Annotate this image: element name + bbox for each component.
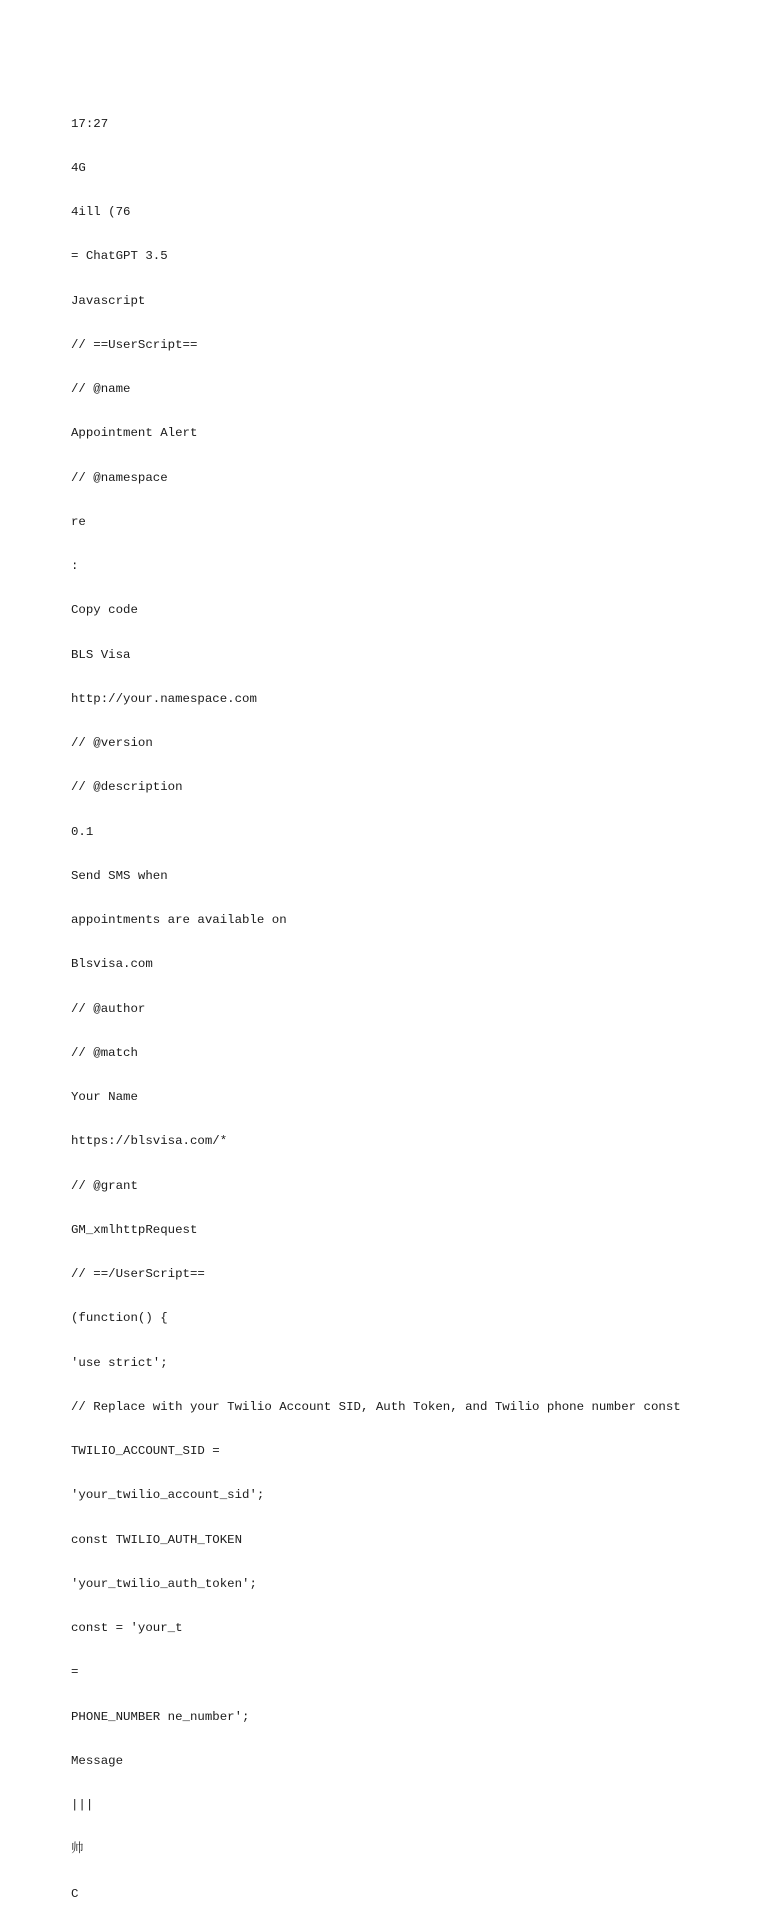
signal-battery-indicator: 4ill (76	[71, 205, 131, 219]
code-line: Your Name	[71, 1090, 138, 1104]
copy-code-button[interactable]: Copy code	[71, 603, 138, 618]
bottom-nav-glyph[interactable]: |||	[71, 1798, 94, 1812]
code-line: https://blsvisa.com/*	[71, 1134, 228, 1149]
code-line: 0.1	[71, 824, 94, 839]
code-line: // @name	[71, 382, 131, 396]
bottom-nav-glyph[interactable]: 帅	[71, 1842, 84, 1857]
code-line: 'use strict';	[71, 1355, 168, 1370]
code-language-label: Javascript	[71, 293, 146, 308]
code-line: :	[71, 559, 79, 573]
code-line: appointments are available on	[71, 913, 287, 927]
code-line: const = 'your_t	[71, 1621, 183, 1635]
code-line: // @description	[71, 780, 183, 795]
code-line: Blsvisa.com	[71, 957, 153, 972]
code-line: // @author	[71, 1001, 146, 1016]
code-line: GM_xmlhttpRequest	[71, 1222, 198, 1237]
code-line: re	[71, 514, 86, 529]
code-line: http://your.namespace.com	[71, 691, 257, 706]
code-line: 'your_twilio_auth_token';	[71, 1576, 257, 1591]
code-line: 'your_twilio_account_sid';	[71, 1488, 265, 1503]
code-line: TWILIO_ACCOUNT_SID =	[71, 1444, 220, 1458]
network-indicator: 4G	[71, 160, 86, 175]
status-time: 17:27	[71, 116, 109, 131]
code-line: // @match	[71, 1045, 138, 1060]
code-line: // ==UserScript==	[71, 337, 198, 352]
code-line: // @grant	[71, 1178, 138, 1193]
code-line: Appointment Alert	[71, 426, 198, 441]
code-line: // @version	[71, 736, 153, 750]
code-line: // Replace with your Twilio Account SID, Auth Token, and Twilio phone number const	[71, 1399, 681, 1414]
code-line: Send SMS when	[71, 868, 168, 883]
code-line: // ==/UserScript==	[71, 1267, 205, 1281]
message-input[interactable]: Message	[71, 1753, 124, 1768]
bottom-nav-glyph[interactable]: C	[71, 1886, 79, 1901]
app-header-title: = ChatGPT 3.5	[71, 249, 168, 264]
code-line: BLS Visa	[71, 647, 131, 662]
code-line: PHONE_NUMBER ne_number';	[71, 1709, 250, 1724]
extracted-text-block	[71, 87, 761, 1931]
code-line: const TWILIO_AUTH_TOKEN	[71, 1532, 243, 1547]
code-line: // @namespace	[71, 470, 168, 485]
code-line: (function() {	[71, 1311, 168, 1326]
code-line: =	[71, 1665, 79, 1680]
